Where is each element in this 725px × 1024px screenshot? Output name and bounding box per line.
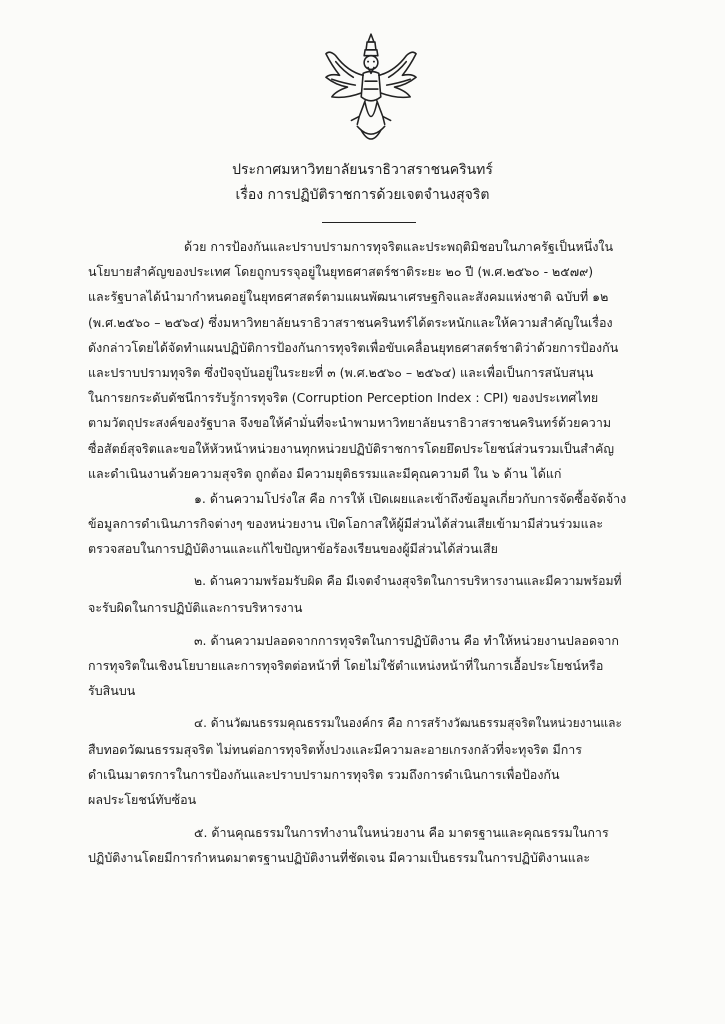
item-line: ข้อมูลการดำเนินภารกิจต่างๆ ของหน่วยงาน เปิดโอกาสให้ผู้มีส่วนได้ส่วนเสียเข้ามามีส่วนร่วมและ (88, 516, 604, 532)
intro-line: (พ.ศ.๒๕๖๐ – ๒๕๖๔) ซึ่งมหาวิทยาลัยนราธิวาสราชนครินทร์ได้ตระหนักและให้ความสำคัญในเรื่อง (88, 314, 613, 330)
item-transparency (88, 486, 628, 562)
garuda-emblem-drawing (322, 32, 420, 150)
title-divider (322, 222, 416, 223)
item-line: ๓. ด้านความปลอดจากการทุจริตในการปฏิบัติงาน คือ ทำให้หน่วยงานปลอดจาก (194, 632, 619, 648)
item-line: ดำเนินมาตรการในการป้องกันและปราบปรามการทุจริต รวมถึงการดำเนินการเพื่อป้องกัน (88, 766, 560, 782)
item-line: สืบทอดวัฒนธรรมสุจริต ไม่ทนต่อการทุจริตทั้งปวงและมีความละอายเกรงกลัวที่จะทุจริต มีการ (88, 741, 583, 757)
item-line: ปฏิบัติงานโดยมีการกำหนดมาตรฐานปฏิบัติงานที่ชัดเจน มีความเป็นธรรมในการปฏิบัติงานและ (88, 850, 591, 866)
intro-line: ดังกล่าวโดยได้จัดทำแผนปฏิบัติการป้องกันการทุจริตเพื่อขับเคลื่อนยุทธศาสตร์ชาติว่าด้วยการป้องกัน (88, 339, 619, 355)
intro-paragraph (88, 234, 628, 486)
item-integrity-culture (88, 711, 628, 812)
intro-line: นโยบายสำคัญของประเทศ โดยถูกบรรจุอยู่ในยุทธศาสตร์ชาติระยะ ๒๐ ปี (พ.ศ.๒๕๖๐ - ๒๕๗๙) (88, 264, 594, 280)
item-line: รับสินบน (88, 683, 136, 699)
announcement-subject: เรื่อง การปฏิบัติราชการด้วยเจตจำนงสุจริต (235, 187, 490, 203)
item-line: ผลประโยชน์ทับซ้อน (88, 791, 197, 807)
item-line: จะรับผิดในการปฏิบัติและการบริหารงาน (88, 599, 303, 615)
item-line: ตรวจสอบในการปฏิบัติงานและแก้ไขปัญหาข้อร้องเรียนของผู้มีส่วนได้ส่วนเสีย (88, 541, 498, 557)
item-line: การทุจริตในเชิงนโยบายและการทุจริตต่อหน้าที่ โดยไม่ใช้ตำแหน่งหน้าที่ในการเอื้อประโยชน์หรือ (88, 658, 604, 673)
intro-line: ซื่อสัตย์สุจริตและขอให้หัวหน้าหน่วยงานทุกหน่วยปฏิบัติราชการโดยยึดประโยชน์ส่วนรวมเป็นสำคัญ (88, 440, 614, 456)
intro-line: และรัฐบาลได้นำมากำหนดอยู่ในยุทธศาสตร์ตามแผนพัฒนาเศรษฐกิจและสังคมแห่งชาติ ฉบับที่ ๑๒ (88, 289, 609, 305)
garuda-emblem-icon (322, 32, 420, 150)
item-accountability (88, 569, 628, 619)
intro-line: และปราบปรามทุจริต ซึ่งปัจจุบันอยู่ในระยะที่ ๓ (พ.ศ.๒๕๖๐ – ๒๕๖๔) และเพื่อเป็นการสนับสนุน (88, 364, 594, 380)
item-line: ๒. ด้านความพร้อมรับผิด คือ มีเจตจำนงสุจริตในการบริหารงานและมีความพร้อมที่ (194, 574, 622, 589)
intro-line: ในการยกระดับดัชนีการรับรู้การทุจริต (Corruption Perception Index : CPI) ของประเทศไทย (88, 390, 599, 406)
intro-line: ด้วย การป้องกันและปราบปรามการทุจริตและประพฤติมิชอบในภาครัฐเป็นหนึ่งใน (184, 239, 614, 254)
item-line: ๑. ด้านความโปร่งใส คือ การให้ เปิดเผยและเข้าถึงข้อมูลเกี่ยวกับการจัดซื้อจัดจ้าง (194, 490, 627, 506)
item-line: ๕. ด้านคุณธรรมในการทำงานในหน่วยงาน คือ มาตรฐานและคุณธรรมในการ (194, 825, 609, 841)
intro-line: และดำเนินงานด้วยความสุจริต ถูกต้อง มีความยุติธรรมและมีคุณความดี ใน ๖ ด้าน ได้แก่ (88, 465, 562, 481)
item-work-ethics (88, 820, 628, 870)
item-corruption-free (88, 628, 628, 704)
item-line: ๔. ด้านวัฒนธรรมคุณธรรมในองค์กร คือ การสร้างวัฒนธรรมสุจริตในหน่วยงานและ (194, 716, 622, 731)
document-body (88, 234, 628, 871)
intro-line: ตามวัตถุประสงค์ของรัฐบาล จึงขอให้คำมั่นที่จะนำพามหาวิทยาลัยนราธิวาสราชนครินทร์ด้วยความ (88, 415, 612, 431)
announcement-title: ประกาศมหาวิทยาลัยนราธิวาสราชนครินทร์ (232, 162, 493, 178)
